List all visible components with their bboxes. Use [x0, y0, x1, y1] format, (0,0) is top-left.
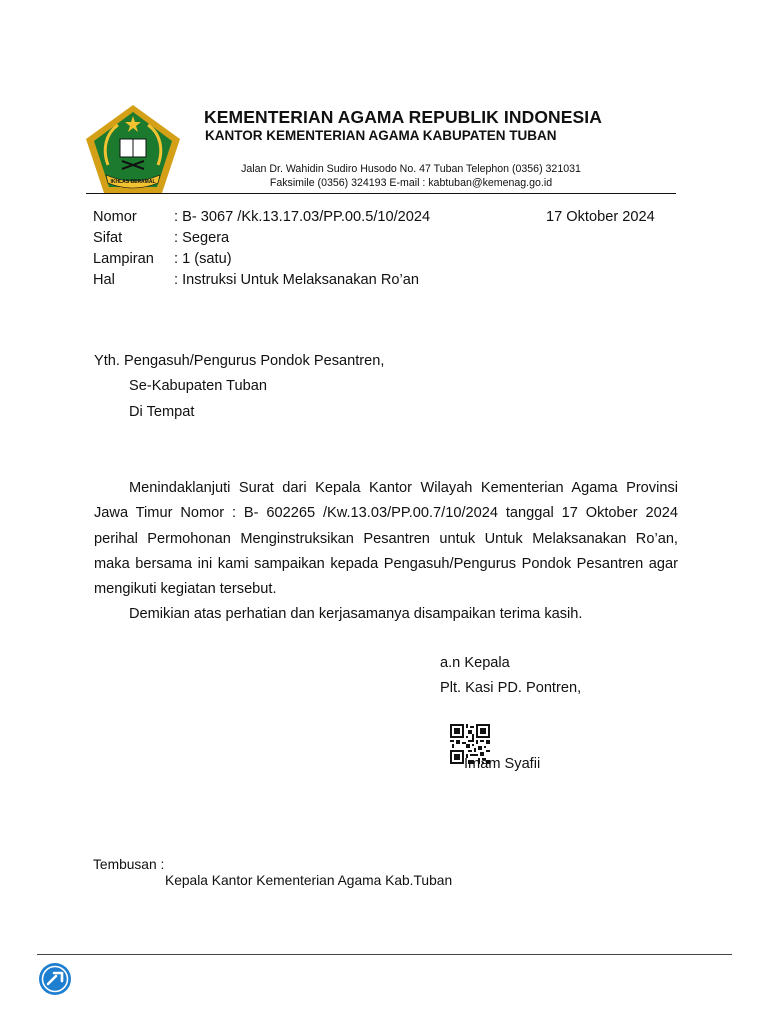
lampiran-label: Lampiran	[93, 251, 154, 267]
sifat-label: Sifat	[93, 230, 123, 246]
body-paragraph-1: Menindaklanjuti Surat dari Kepala Kantor Wilayah Kementerian Agama Provinsi Jawa Timur Nomor : B- 602265 /Kw.13.03/PP.00.7/10/2024 tanggal 17 Oktober 2024 perihal Permohonan Menginstruksikan Pesantren untuk Untuk Melaksanakan Ro’an, maka bersama ini kami sampaikan kepada Pengasuh/Pengurus Pondok Pesantren agar mengikuti kegiatan tersebut.	[94, 480, 678, 598]
nomor-value: : B- 3067 /Kk.13.17.03/PP.00.5/10/2024	[174, 209, 431, 225]
letterhead-address	[205, 162, 617, 190]
recipient-line-3: Di Tempat	[129, 404, 195, 420]
signatory-name: Imam Syafii	[464, 756, 541, 772]
recipient-line-2: Se-Kabupaten Tuban	[129, 378, 267, 394]
letterhead-divider	[86, 193, 676, 194]
signature-line-1: a.n Kepala	[440, 655, 510, 671]
letter-date: 17 Oktober 2024	[546, 209, 655, 225]
logo-ribbon-text: IKHLAS BERAMAL	[110, 179, 156, 185]
lampiran-value: : 1 (satu)	[174, 251, 232, 267]
letterhead-subtitle: KANTOR KEMENTERIAN AGAMA KABUPATEN TUBAN	[205, 128, 557, 143]
nomor-label: Nomor	[93, 209, 137, 225]
tembusan-label: Tembusan :	[93, 857, 165, 872]
address-line-1: Jalan Dr. Wahidin Sudiro Husodo No. 47 Tuban Telephon (0356) 321031	[241, 163, 581, 175]
letterhead-title: KEMENTERIAN AGAMA REPUBLIK INDONESIA	[204, 107, 603, 127]
hal-label: Hal	[93, 272, 115, 288]
address-line-2: Faksimile (0356) 324193 E-mail : kabtuban@kemenag.go.id	[269, 177, 553, 189]
body-paragraph-2: Demikian atas perhatian dan kerjasamanya disampaikan terima kasih.	[129, 606, 583, 623]
recipient-line-1: Yth. Pengasuh/Pengurus Pondok Pesantren,	[94, 353, 385, 369]
letter-body	[94, 476, 678, 628]
signature-line-2: Plt. Kasi PD. Pontren,	[440, 680, 582, 696]
footer-divider	[37, 954, 732, 955]
sifat-value: : Segera	[174, 230, 230, 246]
scribd-icon[interactable]	[38, 962, 72, 996]
hal-value: : Instruksi Untuk Melaksanakan Ro’an	[174, 272, 419, 288]
kemenag-logo	[84, 103, 182, 195]
tembusan-item: Kepala Kantor Kementerian Agama Kab.Tuban	[165, 873, 453, 888]
